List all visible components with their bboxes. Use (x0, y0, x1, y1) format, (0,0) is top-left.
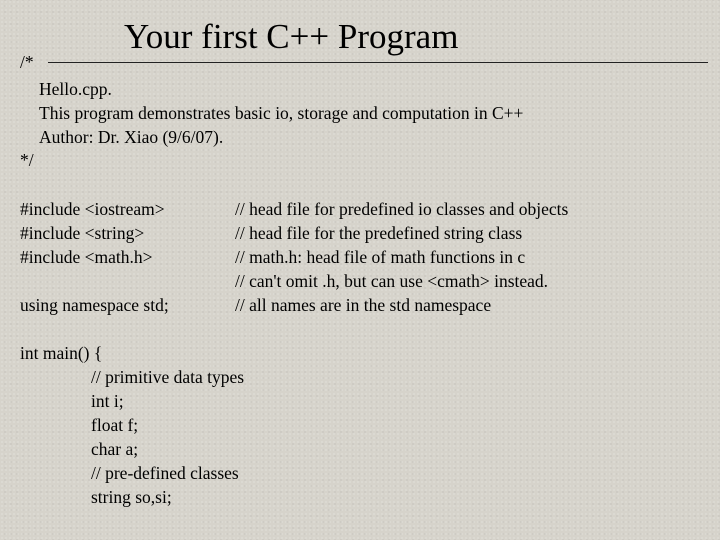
code-comment: // math.h: head file of math functions in c (235, 247, 526, 267)
code-line: // pre-defined classes (91, 463, 239, 483)
header-line-filename: Hello.cpp. (39, 79, 112, 99)
main-signature: int main() { (20, 343, 103, 363)
code-line: string so,si; (91, 487, 172, 507)
include-line: #include <math.h> (20, 247, 153, 267)
using-namespace-line: using namespace std; (20, 295, 169, 315)
code-line: // primitive data types (91, 367, 245, 387)
code-line: float f; (91, 415, 139, 435)
include-line: #include <iostream> (20, 199, 165, 219)
header-line-description: This program demonstrates basic io, storage and computation in C++ (39, 103, 524, 123)
title-divider (48, 62, 708, 63)
code-comment: // head file for predefined io classes and objects (235, 199, 569, 219)
code-line: int i; (91, 391, 124, 411)
header-line-author: Author: Dr. Xiao (9/6/07). (39, 127, 224, 147)
comment-close: */ (20, 150, 34, 170)
main-body (91, 365, 244, 509)
code-comment: // can't omit .h, but can use <cmath> instead. (235, 271, 549, 291)
comment-open: /* (20, 52, 34, 72)
include-line: #include <string> (20, 223, 145, 243)
comment-column (235, 197, 568, 317)
code-comment: // head file for the predefined string class (235, 223, 523, 243)
code-line: char a; (91, 439, 139, 459)
code-comment: // all names are in the std namespace (235, 295, 492, 315)
header-comment-block (39, 77, 523, 149)
slide-title: Your first C++ Program (124, 17, 459, 56)
include-block (20, 197, 165, 269)
